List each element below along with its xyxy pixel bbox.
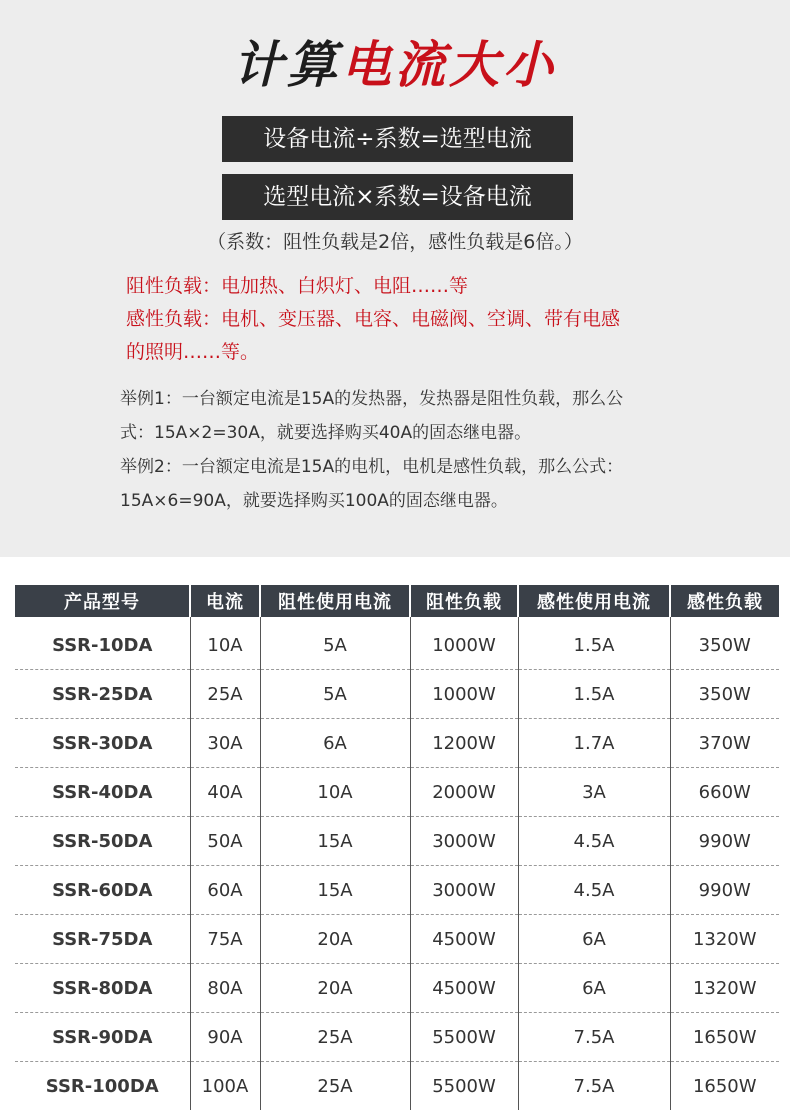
- cell-current: 90A: [190, 1013, 260, 1062]
- header-model: 产品型号: [15, 585, 190, 617]
- cell-resistive-current: 5A: [260, 617, 410, 670]
- cell-model: SSR-75DA: [15, 915, 190, 964]
- load-type-line: 阻性负载：电加热、白炽灯、电阻……等: [126, 275, 469, 297]
- cell-model: SSR-60DA: [15, 866, 190, 915]
- cell-inductive-current: 7.5A: [518, 1062, 670, 1111]
- title-part-dark: 计算: [233, 35, 341, 94]
- formula-box-1: 设备电流÷系数=选型电流: [222, 116, 573, 162]
- page-title: [0, 30, 790, 100]
- header-current: 电流: [190, 585, 260, 617]
- cell-inductive-current: 1.7A: [518, 719, 670, 768]
- cell-current: 25A: [190, 670, 260, 719]
- spec-table: [15, 585, 779, 1110]
- cell-resistive-load: 2000W: [410, 768, 518, 817]
- cell-inductive-load: 370W: [670, 719, 779, 768]
- cell-resistive-load: 3000W: [410, 866, 518, 915]
- cell-resistive-load: 1200W: [410, 719, 518, 768]
- cell-resistive-current: 20A: [260, 915, 410, 964]
- cell-resistive-load: 5500W: [410, 1013, 518, 1062]
- cell-resistive-current: 25A: [260, 1062, 410, 1111]
- cell-inductive-current: 1.5A: [518, 617, 670, 670]
- table-header-row: [15, 585, 779, 617]
- cell-inductive-current: 6A: [518, 915, 670, 964]
- cell-inductive-current: 7.5A: [518, 1013, 670, 1062]
- cell-current: 75A: [190, 915, 260, 964]
- example-line: 式：15A×2=30A，就要选择购买40A的固态继电器。: [120, 423, 532, 443]
- cell-resistive-load: 4500W: [410, 964, 518, 1013]
- cell-current: 100A: [190, 1062, 260, 1111]
- table-row: [15, 915, 779, 964]
- cell-resistive-load: 3000W: [410, 817, 518, 866]
- cell-inductive-load: 1320W: [670, 915, 779, 964]
- cell-resistive-load: 1000W: [410, 670, 518, 719]
- cell-resistive-current: 20A: [260, 964, 410, 1013]
- cell-current: 10A: [190, 617, 260, 670]
- formula-box-2: 选型电流×系数=设备电流: [222, 174, 573, 220]
- table-row: [15, 964, 779, 1013]
- cell-resistive-current: 10A: [260, 768, 410, 817]
- table-row: [15, 1062, 779, 1111]
- table-row: [15, 817, 779, 866]
- cell-current: 40A: [190, 768, 260, 817]
- header-inductive-load: 感性负载: [670, 585, 779, 617]
- cell-model: SSR-40DA: [15, 768, 190, 817]
- cell-inductive-load: 660W: [670, 768, 779, 817]
- cell-current: 50A: [190, 817, 260, 866]
- cell-resistive-load: 4500W: [410, 915, 518, 964]
- cell-model: SSR-25DA: [15, 670, 190, 719]
- cell-inductive-current: 4.5A: [518, 817, 670, 866]
- cell-current: 60A: [190, 866, 260, 915]
- header-resistive-current: 阻性使用电流: [260, 585, 410, 617]
- cell-resistive-current: 6A: [260, 719, 410, 768]
- cell-inductive-load: 350W: [670, 617, 779, 670]
- header-inductive-current: 感性使用电流: [518, 585, 670, 617]
- cell-inductive-current: 1.5A: [518, 670, 670, 719]
- cell-resistive-current: 5A: [260, 670, 410, 719]
- table-row: [15, 719, 779, 768]
- table-row: [15, 617, 779, 670]
- header-resistive-load: 阻性负载: [410, 585, 518, 617]
- example-list: [120, 382, 690, 518]
- cell-model: SSR-90DA: [15, 1013, 190, 1062]
- load-type-line: 感性负载：电机、变压器、电容、电磁阀、空调、带有电感: [126, 308, 621, 330]
- cell-resistive-load: 5500W: [410, 1062, 518, 1111]
- cell-current: 30A: [190, 719, 260, 768]
- cell-resistive-current: 15A: [260, 866, 410, 915]
- table-row: [15, 866, 779, 915]
- cell-model: SSR-80DA: [15, 964, 190, 1013]
- cell-inductive-current: 3A: [518, 768, 670, 817]
- cell-resistive-current: 25A: [260, 1013, 410, 1062]
- cell-inductive-load: 1650W: [670, 1013, 779, 1062]
- example-line: 举例1：一台额定电流是15A的发热器，发热器是阻性负载，那么公: [120, 389, 624, 409]
- cell-resistive-current: 15A: [260, 817, 410, 866]
- cell-resistive-load: 1000W: [410, 617, 518, 670]
- cell-model: SSR-100DA: [45, 1075, 159, 1097]
- load-type-list: [126, 270, 686, 369]
- cell-inductive-current: 6A: [518, 964, 670, 1013]
- cell-inductive-load: 990W: [670, 817, 779, 866]
- example-line: 举例2：一台额定电流是15A的电机，电机是感性负载，那么公式：: [120, 457, 624, 477]
- cell-inductive-load: 990W: [670, 866, 779, 915]
- cell-model: SSR-50DA: [15, 817, 190, 866]
- cell-inductive-load: 1650W: [670, 1062, 779, 1111]
- table-row: [15, 768, 779, 817]
- cell-inductive-load: 350W: [670, 670, 779, 719]
- cell-model: SSR-10DA: [15, 617, 190, 670]
- example-line: 15A×6=90A，就要选择购买100A的固态继电器。: [120, 491, 508, 511]
- table-row: [15, 1013, 779, 1062]
- cell-inductive-load: 1320W: [670, 964, 779, 1013]
- cell-model: SSR-30DA: [15, 719, 190, 768]
- cell-current: 80A: [190, 964, 260, 1013]
- load-type-line: 的照明……等。: [126, 341, 260, 363]
- cell-inductive-current: 4.5A: [518, 866, 670, 915]
- coefficient-note: （系数：阻性负载是2倍，感性负载是6倍。）: [207, 231, 583, 253]
- table-row: [15, 670, 779, 719]
- title-part-red: 电流大小: [341, 35, 557, 94]
